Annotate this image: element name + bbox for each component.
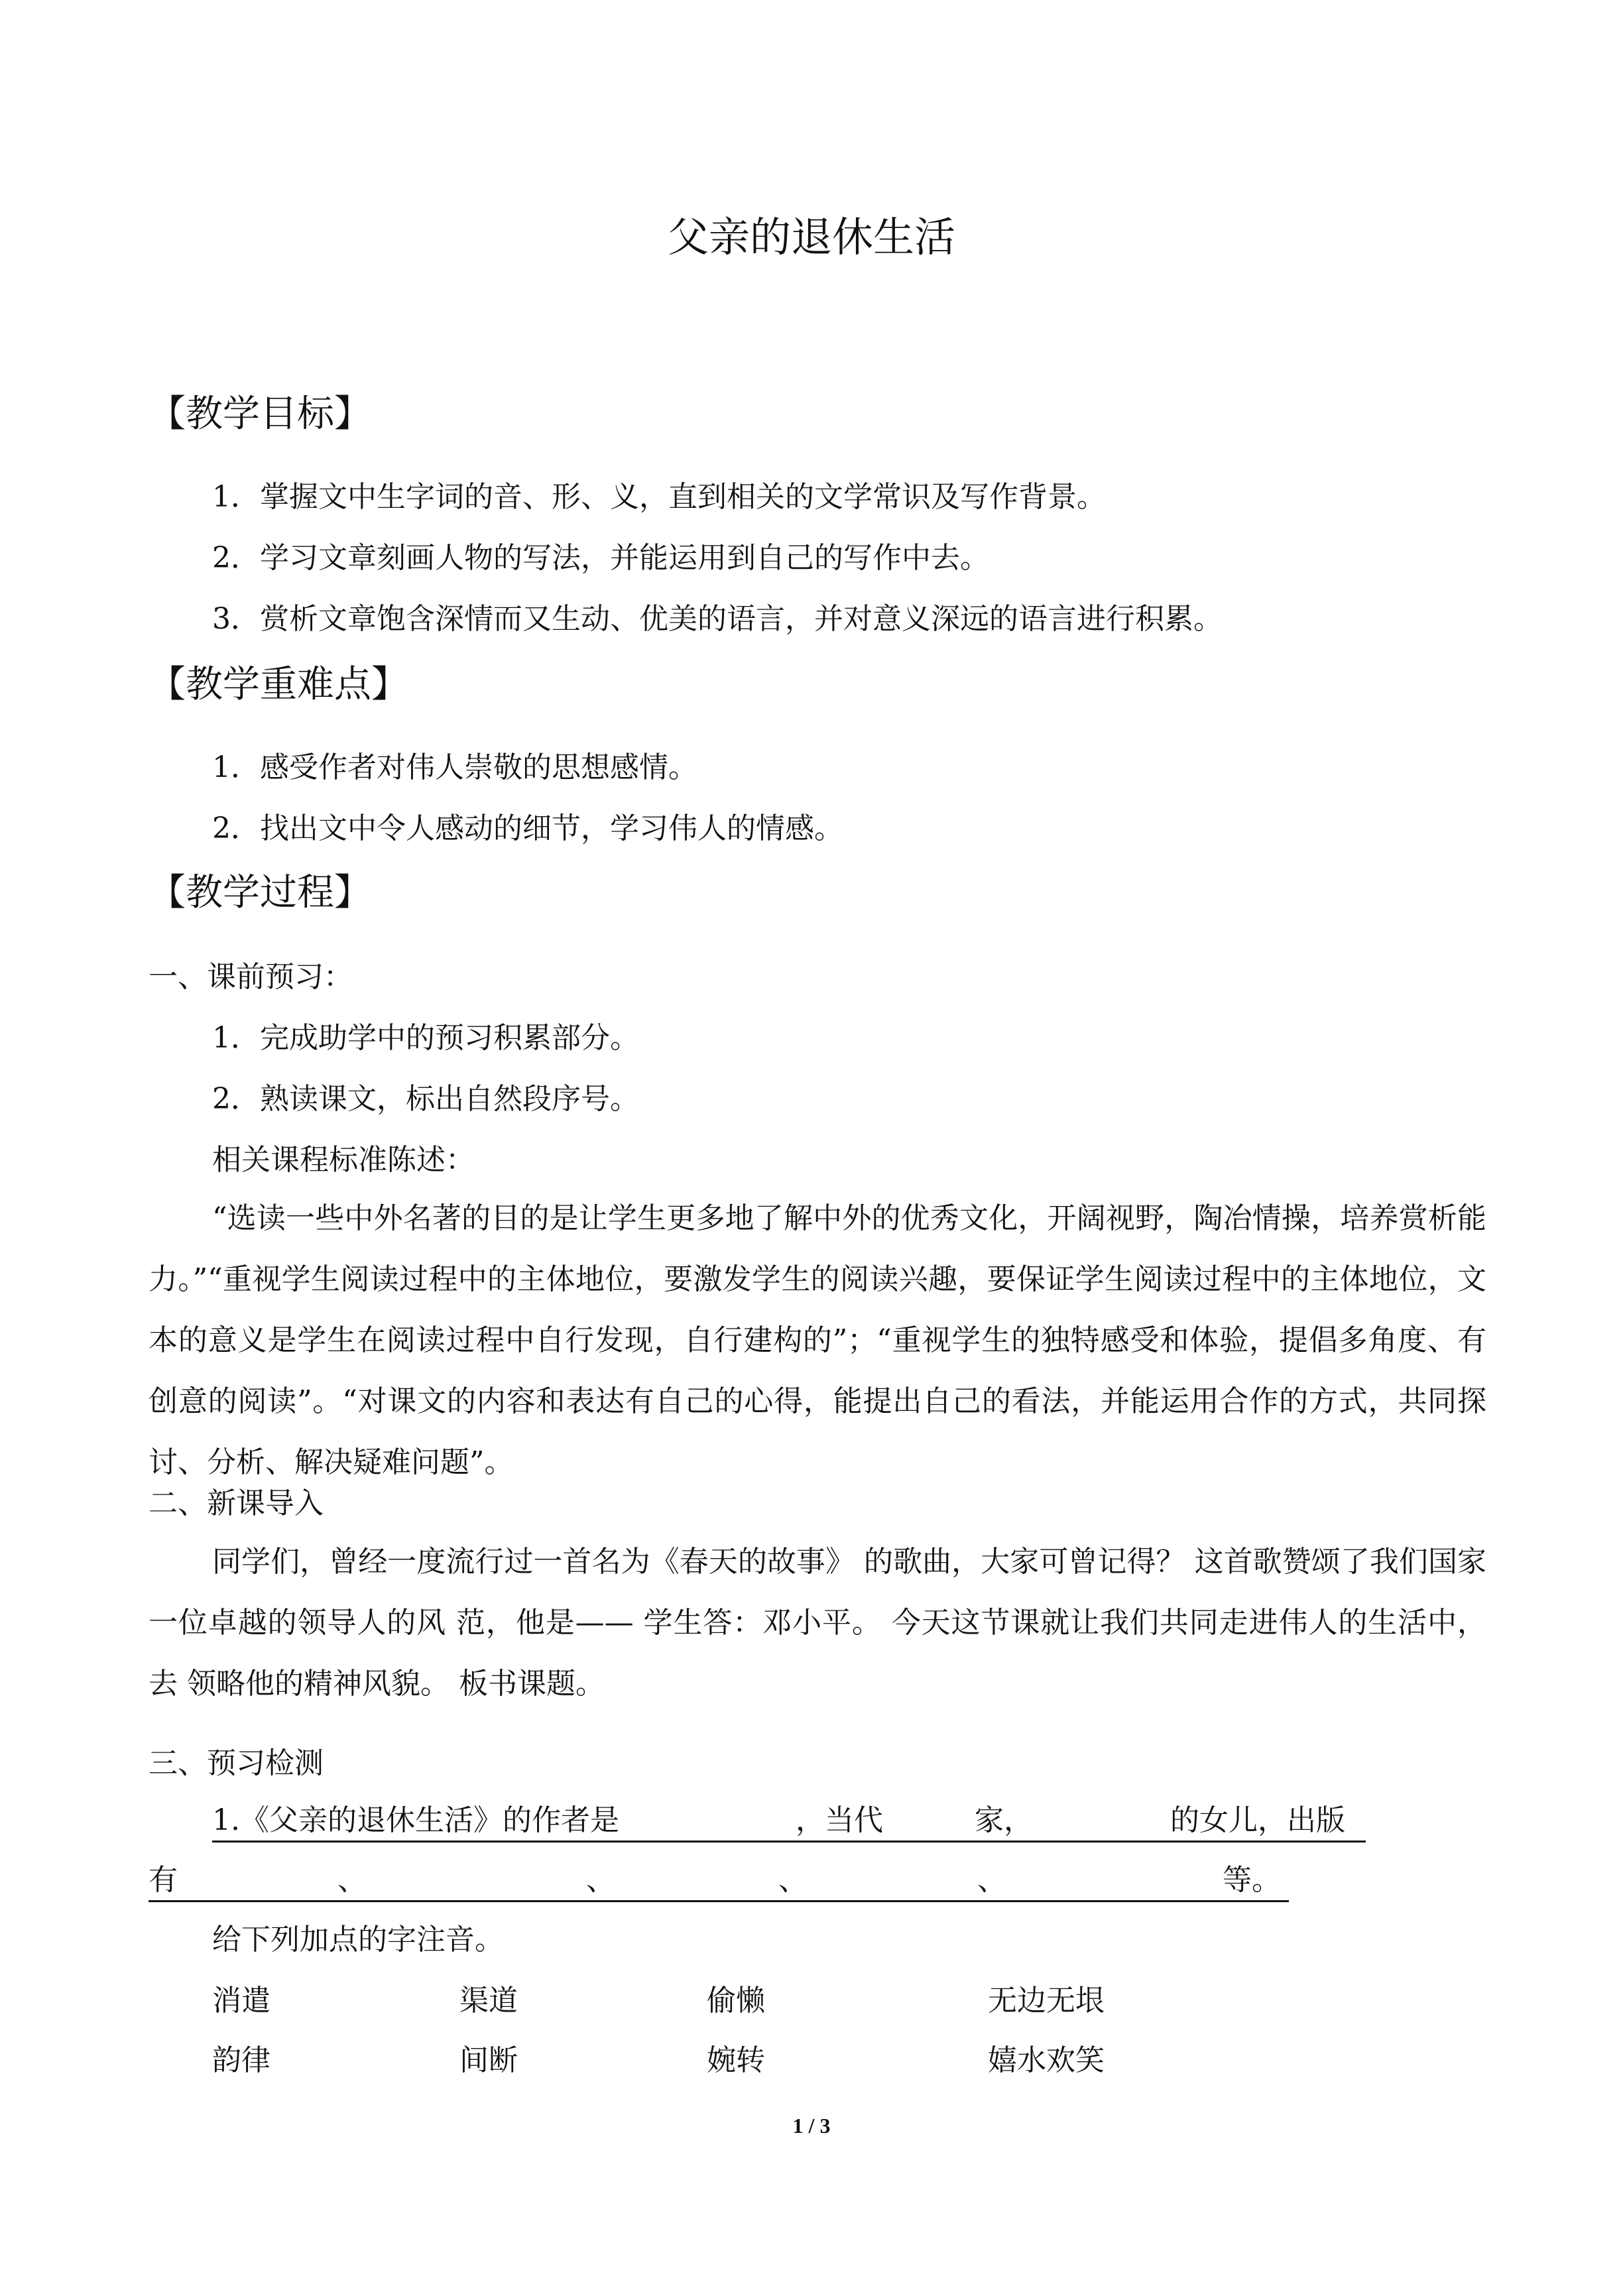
goal-item: 1．掌握文中生字词的音、形、义，直到相关的文学常识及写作背景。 bbox=[212, 480, 1106, 514]
fill-text: 家， bbox=[975, 1803, 1033, 1837]
subsection-label: 一、课前预习： bbox=[149, 960, 353, 994]
fill-text: ，当代 bbox=[796, 1803, 883, 1837]
vocab-word: 嬉水欢笑 bbox=[988, 2043, 1105, 2077]
fill-in-line-2 bbox=[149, 1860, 1289, 1902]
standard-paragraph: “选读一些中外名著的目的是让学生更多地了解中外的优秀文化，开阔视野，陶冶情操，培养赏析能力。”“重视学生阅读过程中的主体地位，要激发学生的阅读兴趣，要保证学生阅读过程中的主体地位，文本的意义是学生在阅读过程中自行发现，自行建构的”；“重视学生的独特感受和体验，提倡多角度、有创意的阅读”。“对课文的内容和表达有自己的心得，能提出自己的看法，并能运用合作的方式，共同探讨、分析、解决疑难问题”。 bbox=[149, 1201, 1486, 1479]
page-number: 1 / 3 bbox=[792, 2114, 831, 2138]
fill-text: 、 bbox=[337, 1863, 367, 1897]
vocab-word: 间断 bbox=[459, 2043, 518, 2077]
standard-label: 相关课程标准陈述： bbox=[212, 1143, 475, 1177]
vocab-word: 渠道 bbox=[459, 1984, 518, 2018]
vocab-word: 偷懒 bbox=[707, 1984, 765, 2018]
vocab-word: 消遣 bbox=[212, 1984, 270, 2018]
vocab-word: 无边无垠 bbox=[988, 1984, 1105, 2018]
goal-item: 2．学习文章刻画人物的写法，并能运用到自己的写作中去。 bbox=[212, 541, 989, 575]
pinyin-instruction: 给下列加点的字注音。 bbox=[212, 1923, 504, 1957]
fill-text: 、 bbox=[977, 1863, 1006, 1897]
fill-in-line-1 bbox=[212, 1801, 1366, 1843]
heading-teaching-process: 【教学过程】 bbox=[149, 871, 371, 914]
fill-text: 的女儿，出版 bbox=[1170, 1803, 1345, 1837]
goal-item: 3．赏析文章饱含深情而又生动、优美的语言，并对意义深远的语言进行积累。 bbox=[212, 602, 1223, 636]
heading-key-points: 【教学重难点】 bbox=[149, 663, 408, 706]
fill-text: 、 bbox=[586, 1863, 615, 1897]
intro-paragraph: 同学们，曾经一度流行过一首名为《春天的故事》 的歌曲，大家可曾记得？ 这首歌赞颂了我们国家一位卓越的领导人的风 范，他是—— 学生答：邓小平。 今天这节课就让我们共同走进伟人的生活中，去 领略他的精神风貌。 板书课题。 bbox=[149, 1545, 1486, 1701]
fill-text: 、 bbox=[778, 1863, 808, 1897]
key-point-item: 2．找出文中令人感动的细节，学习伟人的情感。 bbox=[212, 812, 843, 845]
fill-text: 等。 bbox=[1223, 1863, 1281, 1897]
fill-text: 1.《父亲的退休生活》的作者是 bbox=[212, 1803, 619, 1837]
heading-teaching-goals: 【教学目标】 bbox=[149, 393, 371, 436]
vocab-word: 韵律 bbox=[212, 2043, 270, 2077]
page-title: 父亲的退休生活 bbox=[667, 213, 955, 261]
subsection-label: 三、预习检测 bbox=[149, 1746, 324, 1780]
preview-item: 1．完成助学中的预习积累部分。 bbox=[212, 1021, 639, 1055]
fill-text: 有 bbox=[149, 1863, 178, 1897]
subsection-label: 二、新课导入 bbox=[149, 1486, 324, 1520]
key-point-item: 1．感受作者对伟人崇敬的思想感情。 bbox=[212, 751, 697, 784]
preview-item: 2．熟读课文，标出自然段序号。 bbox=[212, 1082, 639, 1116]
vocab-word: 婉转 bbox=[707, 2043, 765, 2077]
